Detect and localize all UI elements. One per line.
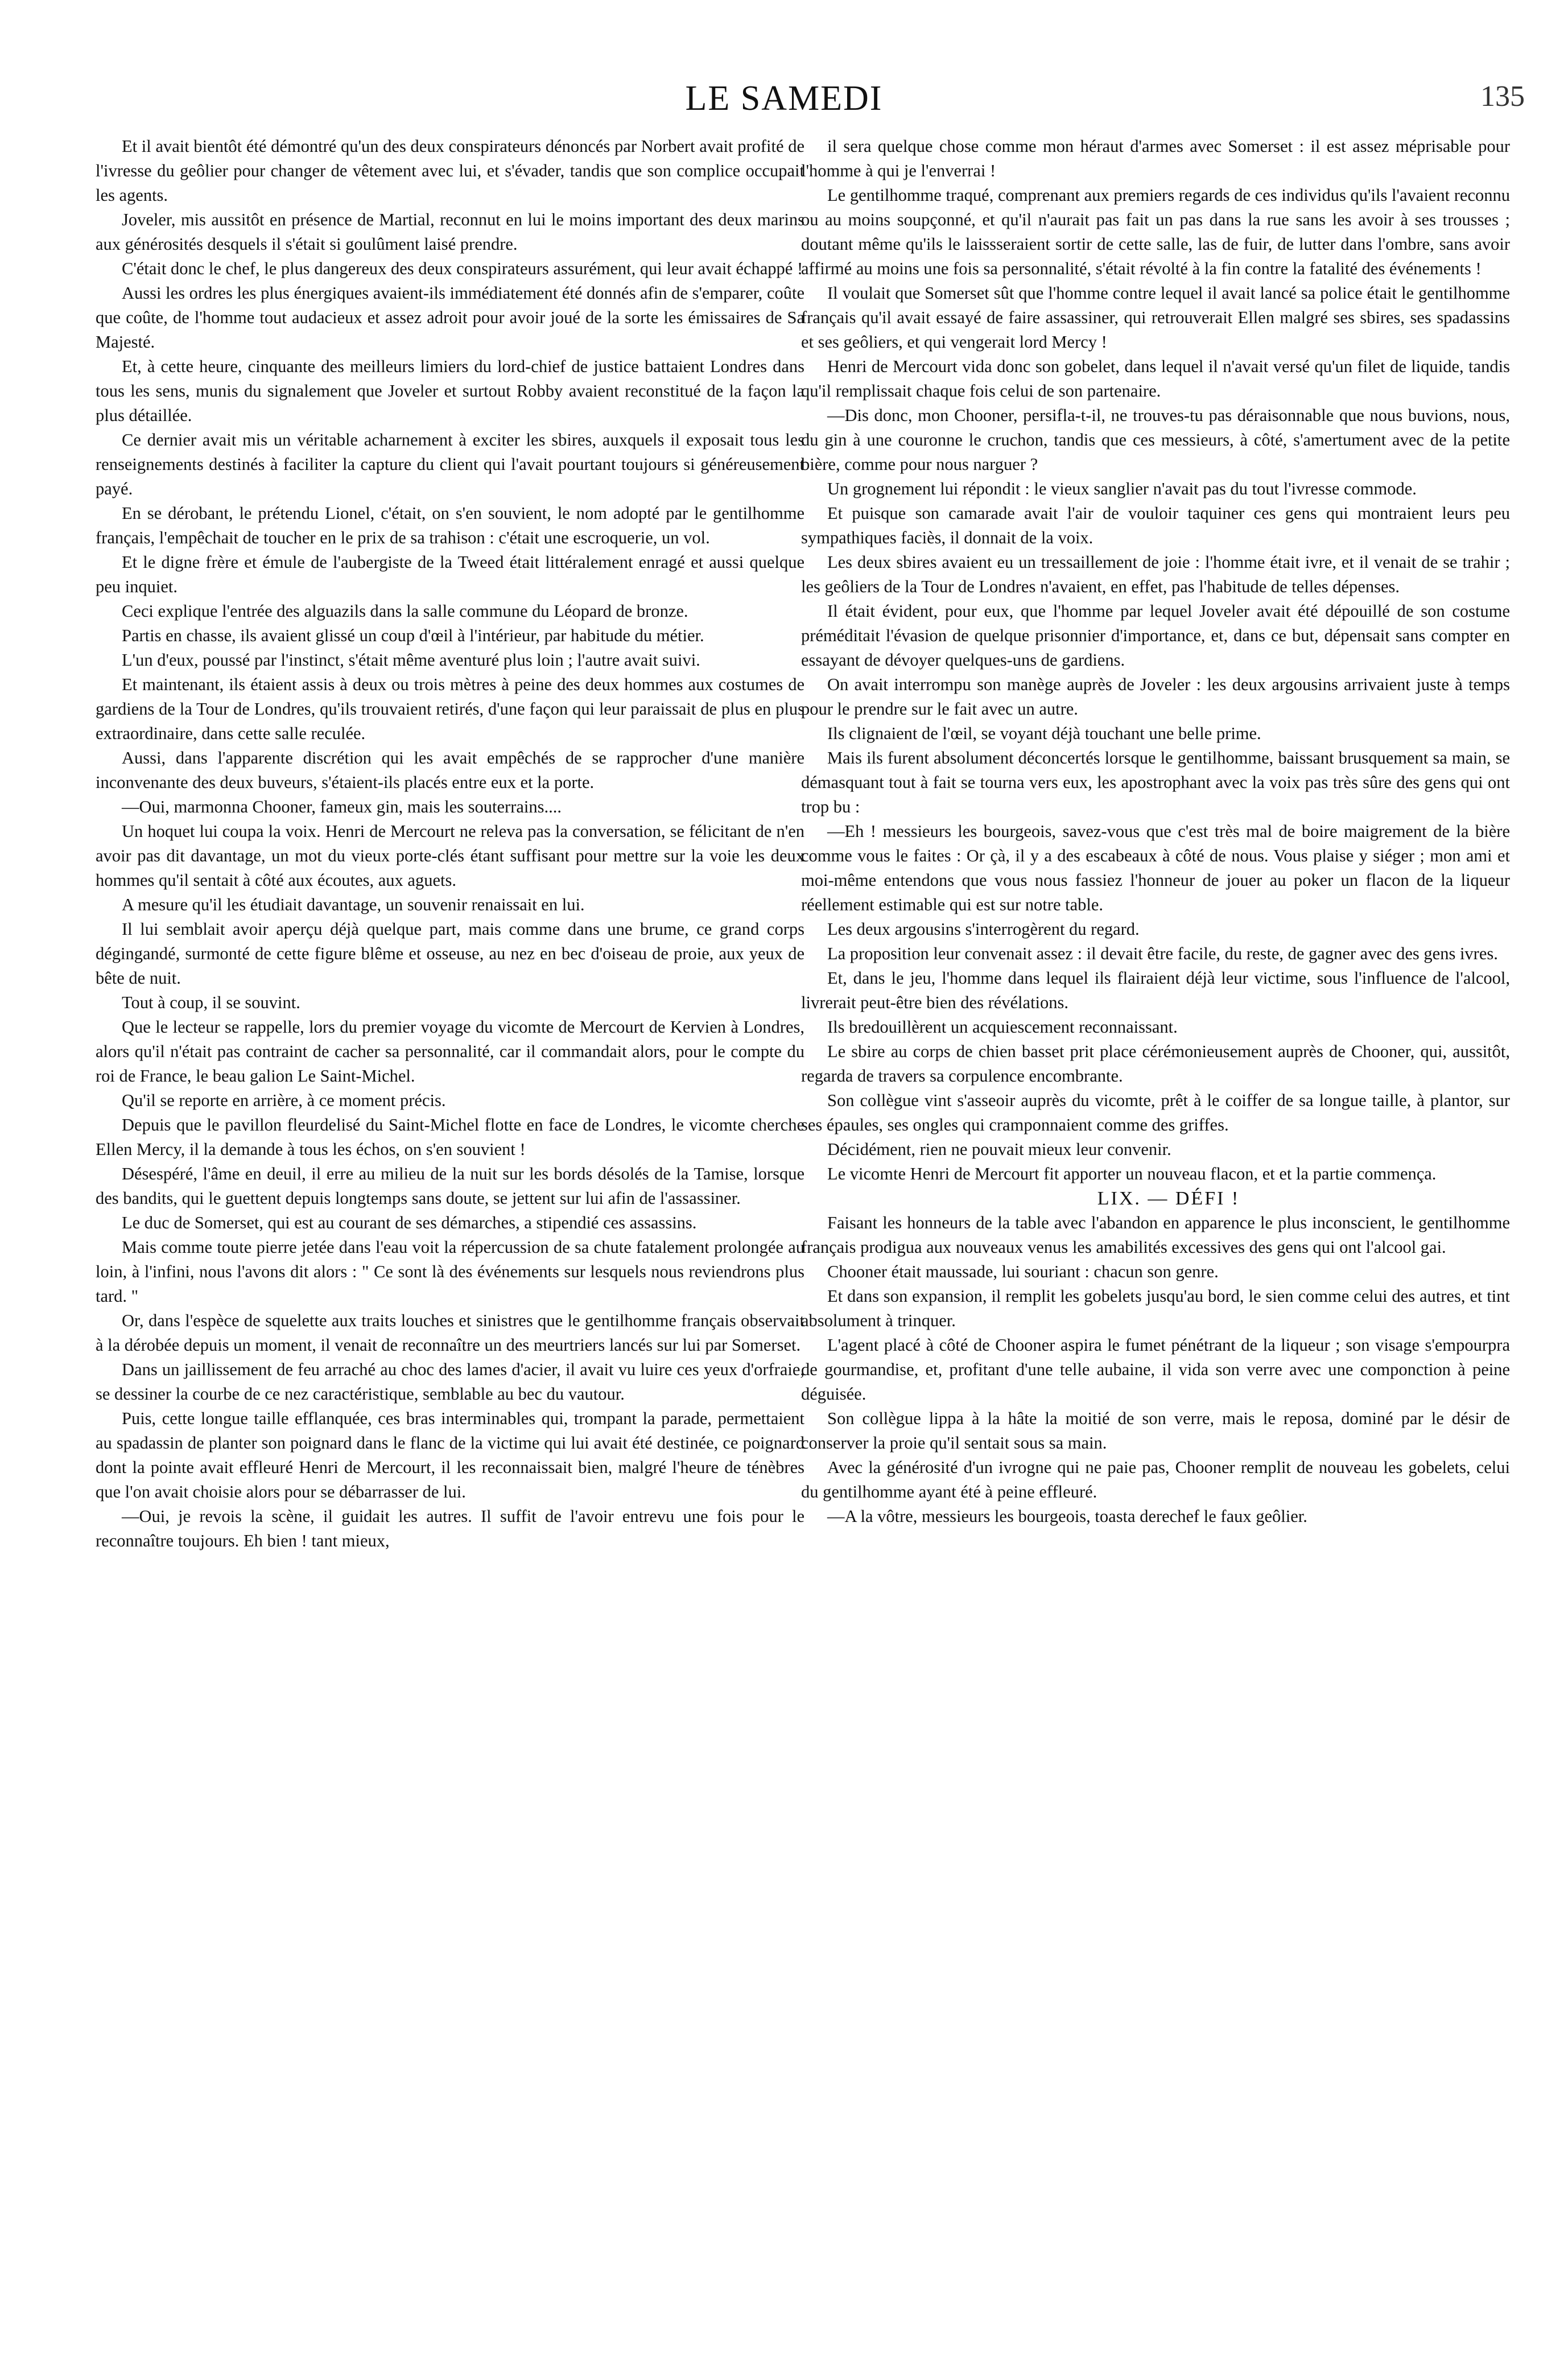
right-column-bottom [801,1211,1510,1529]
paragraph: Ils bredouillèrent un acquiescement reconnaissant. [827,1017,1178,1037]
paragraph: Les deux argousins s'interrogèrent du regard. [827,919,1140,939]
paragraph: Aussi les ordres les plus énergiques avaient-ils immédiatement été donnés afin de s'emparer, coûte que coûte, de l'homme tout audacieux et assez adroit pour avoir joué de la sorte les émissaires de Sa Majesté. [96,283,804,352]
paragraph: Et, dans le jeu, l'homme dans lequel ils flairaient déjà leur victime, sous l'influence de l'alcool, livrerait peut-être bien des révélations. [801,968,1510,1012]
paragraph: Dans un jaillissement de feu arraché au choc des lames d'acier, il avait vu luire ces yeux d'orfraie, se dessiner la courbe de ce nez caractéristique, semblable au bec du vautour. [96,1360,804,1404]
paragraph: On avait interrompu son manège auprès de Joveler : les deux argousins arrivaient juste à temps pour le prendre sur le fait avec un autre. [801,675,1510,719]
paragraph: Il voulait que Somerset sût que l'homme contre lequel il avait lancé sa police était le gentilhomme français qu'il avait essayé de faire assassiner, qui retrouverait Ellen malgré ses sbires, ses spadassins et ses geôliers, et qui vengerait lord Mercy ! [801,283,1510,352]
paragraph: Qu'il se reporte en arrière, à ce moment précis. [122,1091,446,1110]
paragraph: Désespéré, l'âme en deuil, il erre au milieu de la nuit sur les bords désolés de la Tamise, lorsque des bandits, qui le guettent depuis longtemps sans doute, se jettent sur lui afin de l'assassiner. [96,1164,804,1208]
paragraph: Chooner était maussade, lui souriant : chacun son genre. [827,1262,1219,1281]
paragraph: Le gentilhomme traqué, comprenant aux premiers regards de ces individus qu'ils l'avaient reconnu ou au moins soupçonné, et qu'il n'aurait pas fait un pas dans la rue sans les avoir à ses trousses ; doutant même qu'ils le laissseraient sortir de cette salle, las de fuir, de lutter dans l'ombre, sans avoir affirmé au moins une fois sa personnalité, s'était révolté à la fin contre la fatalité des événements ! [801,185,1510,278]
paragraph: C'était donc le chef, le plus dangereux des deux conspirateurs assurément, qui leur avait échappé ! [122,259,803,278]
left-column [96,134,804,1553]
paragraph: Mais comme toute pierre jetée dans l'eau voit la répercussion de sa chute fatalement prolongée au loin, à l'infini, nous l'avons dit alors : " Ce sont là des événements sur lesquels nous reviendrons plus tard. " [96,1237,804,1306]
paragraph: Le sbire au corps de chien basset prit place cérémonieusement auprès de Chooner, qui, aussitôt, regarda de travers sa corpulence encombrante. [801,1042,1510,1086]
paragraph: Ce dernier avait mis un véritable acharnement à exciter les sbires, auxquels il exposait tous les renseignements destinés à faciliter la capture du client qui l'avait pourtant toujours si généreusement payé. [96,430,804,498]
paragraph: Le duc de Somerset, qui est au courant de ses démarches, a stipendié ces assassins. [122,1213,697,1232]
paragraph: Et dans son expansion, il remplit les gobelets jusqu'au bord, le sien comme celui des autres, et tint absolument à trinquer. [801,1286,1510,1330]
paragraph: Et maintenant, ils étaient assis à deux ou trois mètres à peine des deux hommes aux costumes de gardiens de la Tour de Londres, qu'ils trouvaient retirés, d'une façon qui leur paraissait de plus en plus extraordinaire, dans cette salle reculée. [96,675,804,743]
paragraph: Que le lecteur se rappelle, lors du premier voyage du vicomte de Mercourt de Kervien à Londres, alors qu'il n'était pas contraint de cacher sa personnalité, car il commandait alors, pour le compte du roi de France, le beau galion Le Saint-Michel. [96,1017,804,1086]
paragraph: il sera quelque chose comme mon héraut d'armes avec Somerset : il est assez méprisable pour l'homme à qui je l'enverrai ! [801,137,1510,180]
paragraph: Faisant les honneurs de la table avec l'abandon en apparence le plus inconscient, le gentilhomme français prodigua aux nouveaux venus les amabilités excessives des gens qui ont l'alcool gai. [801,1213,1510,1257]
paragraph: Il était évident, pour eux, que l'homme par lequel Joveler avait été dépouillé de son costume préméditait l'évasion de quelque prisonnier d'importance, et, dans ce but, dépensait sans compter en essayant de dévoyer quelques-uns de gardiens. [801,601,1510,670]
paragraph: Tout à coup, il se souvint. [122,993,300,1012]
paragraph: Son collègue vint s'asseoir auprès du vicomte, prêt à le coiffer de sa longue taille, à plantor, sur ses épaules, ses ongles qui cramponnaient comme des griffes. [801,1091,1510,1134]
paragraph: Henri de Mercourt vida donc son gobelet, dans lequel il n'avait versé qu'un filet de liquide, tandis qu'il remplissait chaque fois celui de son partenaire. [801,357,1510,401]
paragraph: Les deux sbires avaient eu un tressaillement de joie : l'homme était ivre, et il venait de se trahir ; les geôliers de la Tour de Londres n'avaient, en effet, pas l'habitude de telles dépenses. [801,552,1510,596]
paragraph: Et, à cette heure, cinquante des meilleurs limiers du lord-chief de justice battaient Londres dans tous les sens, munis du signalement que Joveler et surtout Robby avaient reconstitué de la façon la plus détaillée. [96,357,804,425]
paragraph: Le vicomte Henri de Mercourt fit apporter un nouveau flacon, et et la partie commença. [827,1164,1437,1183]
paragraph: Avec la générosité d'un ivrogne qui ne paie pas, Chooner remplit de nouveau les gobelets, celui du gentilhomme ayant été à peine effleuré. [801,1458,1510,1501]
paragraph: Mais ils furent absolument déconcertés lorsque le gentilhomme, baissant brusquement sa main, se démasquant tout à fait se tourna vers eux, les apostrophant avec la voix pas très sûre des gens qui ont trop bu : [801,748,1510,816]
paragraph: L'agent placé à côté de Chooner aspira le fumet pénétrant de la liqueur ; son visage s'empourpra de gourmandise, et, profitant d'une telle aubaine, il vida son verre avec une componction à peine déguisée. [801,1335,1510,1404]
paragraph: —Oui, je revois la scène, il guidait les autres. Il suffit de l'avoir entrevu une fois pour le reconnaître toujours. Eh bien ! tant mieux, [96,1507,804,1550]
page-number: 135 [1480,80,1525,113]
paragraph: —A la vôtre, messieurs les bourgeois, toasta derechef le faux geôlier. [827,1507,1307,1526]
paragraph: Il lui semblait avoir aperçu déjà quelque part, mais comme dans une brume, ce grand corps dégingandé, surmonté de cette figure blême et osseuse, au nez en bec d'oiseau de proie, aux yeux de bête de nuit. [96,919,804,988]
paragraph: En se dérobant, le prétendu Lionel, c'était, on s'en souvient, le nom adopté par le gentilhomme français, l'empêchait de toucher en le prix de sa trahison : c'était une escroquerie, un vol. [96,504,804,547]
paragraph: Or, dans l'espèce de squelette aux traits louches et sinistres que le gentilhomme français observait à la dérobée depuis un moment, il venait de reconnaître un des meurtriers lancés sur lui par Somerset. [96,1311,804,1355]
right-column [801,134,1510,1529]
paragraph: Et il avait bientôt été démontré qu'un des deux conspirateurs dénoncés par Norbert avait profité de l'ivresse du geôlier pour changer de vêtement avec lui, et s'évader, tandis que son complice occupait les agents. [96,137,804,205]
paragraph: —Oui, marmonna Chooner, fameux gin, mais les souterrains.... [122,797,562,816]
paragraph: Joveler, mis aussitôt en présence de Martial, reconnut en lui le moins important des deux marins aux générosités desquels il s'était si goulûment laisé prendre. [96,210,804,254]
paragraph: Et puisque son camarade avait l'air de vouloir taquiner ces gens qui montraient leurs peu sympathiques faciès, il donnait de la voix. [801,504,1510,547]
paragraph: Puis, cette longue taille efflanquée, ces bras interminables qui, trompant la parade, permettaient au spadassin de planter son poignard dans le flanc de la victime qui lui avait été destinée, ce poignard dont la pointe avait effleuré Henri de Mercourt, il les reconnaissait bien, malgré l'heure de ténèbres que l'on avait choisie alors pour se débarrasser de lui. [96,1409,804,1501]
paragraph: Et le digne frère et émule de l'aubergiste de la Tweed était littéralement enragé et aussi quelque peu inquiet. [96,552,804,596]
paragraph: L'un d'eux, poussé par l'instinct, s'était même aventuré plus loin ; l'autre avait suivi. [122,650,700,670]
paragraph: —Dis donc, mon Chooner, persifla-t-il, ne trouves-tu pas déraisonnable que nous buvions, nous, du gin à une couronne le cruchon, tandis que ces messieurs, à côté, s'amertument avec de la petite bière, comme pour nous narguer ? [801,406,1510,474]
paragraph: —Eh ! messieurs les bourgeois, savez-vous que c'est très mal de boire maigrement de la bière comme vous le faites : Or çà, il y a des escabeaux à côté de nous. Vous plaise y siéger ; mon ami et moi-même entendons que vous nous fassiez l'honneur de jouer au poker un flacon de la liqueur réellement estimable qui est sur notre table. [801,822,1510,914]
paragraph: Depuis que le pavillon fleurdelisé du Saint-Michel flotte en face de Londres, le vicomte cherche Ellen Mercy, il la demande à tous les échos, on s'en souvient ! [96,1115,804,1159]
paragraph: Partis en chasse, ils avaient glissé un coup d'œil à l'intérieur, par habitude du métier. [122,626,704,645]
right-column-top [801,134,1510,1186]
paragraph: A mesure qu'il les étudiait davantage, un souvenir renaissait en lui. [122,895,585,914]
paragraph: Ils clignaient de l'œil, se voyant déjà touchant une belle prime. [827,724,1261,743]
paragraph: La proposition leur convenait assez : il devait être facile, du reste, de gagner avec des gens ivres. [827,944,1498,963]
paragraph: Décidément, rien ne pouvait mieux leur convenir. [827,1140,1171,1159]
paragraph: Son collègue lippa à la hâte la moitié de son verre, mais le reposa, dominé par le désir de conserver la proie qu'il sentait sous sa main. [801,1409,1510,1453]
running-title: LE SAMEDI [685,79,883,118]
paragraph: Un grognement lui répondit : le vieux sanglier n'avait pas du tout l'ivresse commode. [827,479,1417,498]
paragraph: Ceci explique l'entrée des alguazils dans la salle commune du Léopard de bronze. [122,601,688,621]
paragraph: Un hoquet lui coupa la voix. Henri de Mercourt ne releva pas la conversation, se félicitant de n'en avoir pas dit davantage, un mot du vieux porte-clés étant suffisant pour mettre sur la voie les deux hommes qu'il sentait à côté aux écoutes, aux aguets. [96,822,804,890]
paragraph: Aussi, dans l'apparente discrétion qui les avait empêchés de se rapprocher d'une manière inconvenante des deux buveurs, s'étaient-ils placés entre eux et la porte. [96,748,804,792]
chapter-heading: LIX. — DÉFI ! [1097,1188,1240,1209]
